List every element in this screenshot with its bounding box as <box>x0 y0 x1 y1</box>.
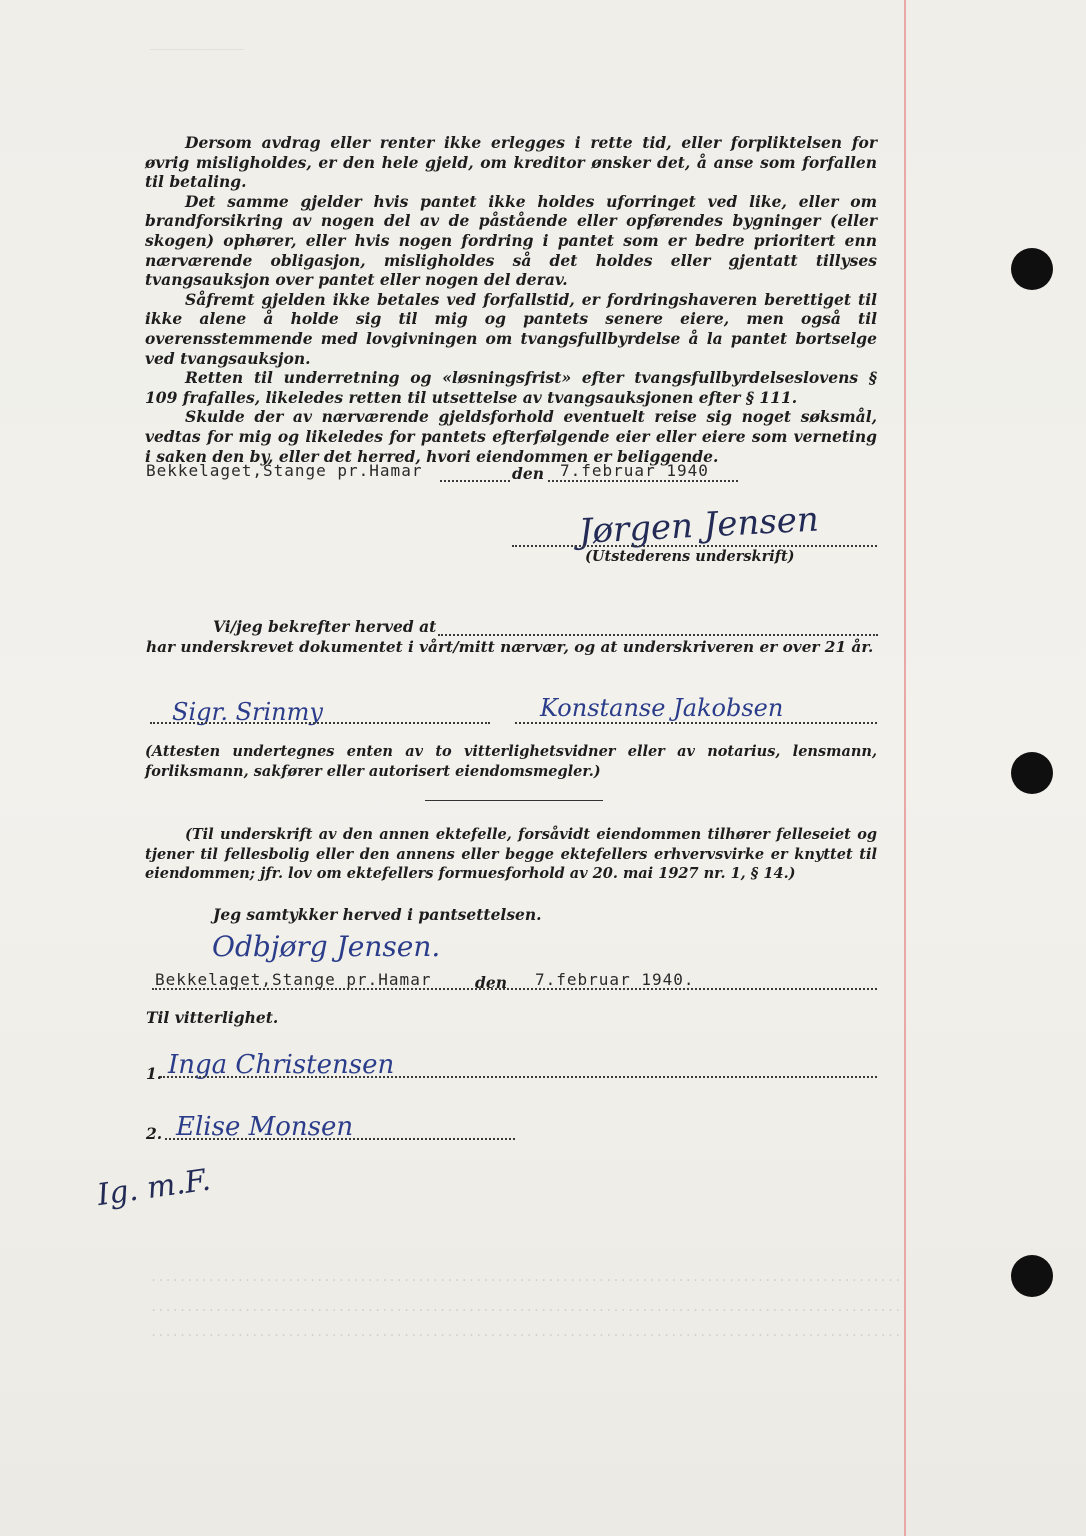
bleed-through-text: ‾‾‾‾‾‾‾‾‾‾‾‾‾ <box>150 48 244 62</box>
place-text: Bekkelaget,Stange pr.Hamar <box>146 461 423 480</box>
punch-hole-icon <box>1011 248 1053 290</box>
bleed-through-text: ........................................................................................................ <box>150 1300 902 1314</box>
bleed-through-text: ........................................................................................................ <box>150 1325 902 1339</box>
witness-statement-line1: Vi/jeg bekrefter herved at <box>213 617 437 636</box>
spouse-note-text: (Til underskrift av den annen ektefelle, forsåvidt eiendommen tilhører felleseiet og tjener til fellesbolig eller den annens eller begge ektefellers erhvervsvirke er knyttet til eiendommen; jfr. lov om ektefellers formuesforhold av 20. mai 1927 nr. 1, § 14.) <box>145 826 877 883</box>
punch-hole-icon <box>1011 752 1053 794</box>
den-label: den <box>512 464 544 483</box>
dotted-line <box>150 722 490 724</box>
consent-date: 7.februar 1940. <box>535 970 695 989</box>
consent-text: Jeg samtykker herved i pantsettelsen. <box>213 905 542 924</box>
dotted-line <box>515 722 877 724</box>
terms-clauses <box>145 133 877 466</box>
witness-statement-line2: har underskrevet dokumentet i vårt/mitt nærvær, og at underskriveren er over 21 år. <box>146 638 874 656</box>
witness-number: 1. <box>146 1064 163 1083</box>
clause: Det samme gjelder hvis pantet ikke holdes uforringet ved like, eller om brandforsikring av nogen del av de påstående eller opførendes bygninger (eller skogen) ophører, eller hvis nogen fordring i pantet som er bedre prioritert enn nærværende obligasjon, misligholdes så det holdes eller gjentatt tillyses tvangsauksjon over pantet eller nogen del derav. <box>145 191 877 290</box>
clause: Retten til underretning og «løsningsfrist» efter tvangsfullbyrdelseslovens § 109 frafalles, likeledes retten til utsettelse av tvangsauksjonen efter § 111. <box>145 368 877 407</box>
dotted-line <box>165 1138 515 1140</box>
initials: Ig. m.F. <box>95 1162 213 1213</box>
attest-note-text: (Attesten undertegnes enten av to vitterlighetsvidner eller av notarius, lensmann, forliksmann, sakfører eller autorisert eiendomsmegler.) <box>145 743 877 780</box>
attest-note <box>145 742 877 781</box>
punch-hole-icon <box>1011 1255 1053 1297</box>
date-text: 7.februar 1940 <box>560 461 709 480</box>
clause: Dersom avdrag eller renter ikke erlegges i rette tid, eller forpliktelsen for øvrig misligholdes, er den hele gjeld, om kreditor ønsker det, å anse som forfallen til betaling. <box>145 133 877 192</box>
consent-signature: Odbjørg Jensen. <box>212 930 441 963</box>
red-margin-line <box>904 0 906 1536</box>
witness-signature-right: Konstanse Jakobsen <box>540 694 784 722</box>
dotted-line <box>512 545 877 547</box>
dotted-line <box>548 480 738 482</box>
issuer-signature: Jørgen Jensen <box>577 499 820 552</box>
bleed-through-text: ........................................................................................................ <box>150 1270 902 1284</box>
spouse-note <box>145 825 877 884</box>
dotted-line <box>438 634 878 636</box>
consent-place: Bekkelaget,Stange pr.Hamar <box>155 970 432 989</box>
dotted-line <box>152 988 877 990</box>
dotted-line <box>440 480 510 482</box>
witness-signature-left: Sigr. Srinmy <box>172 698 323 726</box>
divider <box>425 800 603 801</box>
witness-heading: Til vitterlighet. <box>146 1008 279 1027</box>
clause: Skulde der av nærværende gjeldsforhold eventuelt reise sig noget søksmål, vedtas for mig og likeledes for pantets efterfølgende eier eller eiere som verneting i saken den by, eller det herred, hvori eiendommen er beliggende. <box>145 407 877 466</box>
witness-signature-2: Elise Monsen <box>176 1112 354 1142</box>
consent-den-label: den <box>475 973 507 992</box>
witness-signature-1: Inga Christensen <box>168 1050 395 1080</box>
witness-number: 2. <box>146 1124 163 1143</box>
issuer-caption: (Utstederens underskrift) <box>585 548 795 565</box>
clause: Såfremt gjelden ikke betales ved forfallstid, er fordringshaveren berettiget til ikke alene å holde sig til mig og pantets senere eiere, men også til overensstemmende med lovgivningen om tvangsfullbyrdelse å la pantet bortselge ved tvangsauksjon. <box>145 289 877 368</box>
dotted-line <box>160 1076 877 1078</box>
